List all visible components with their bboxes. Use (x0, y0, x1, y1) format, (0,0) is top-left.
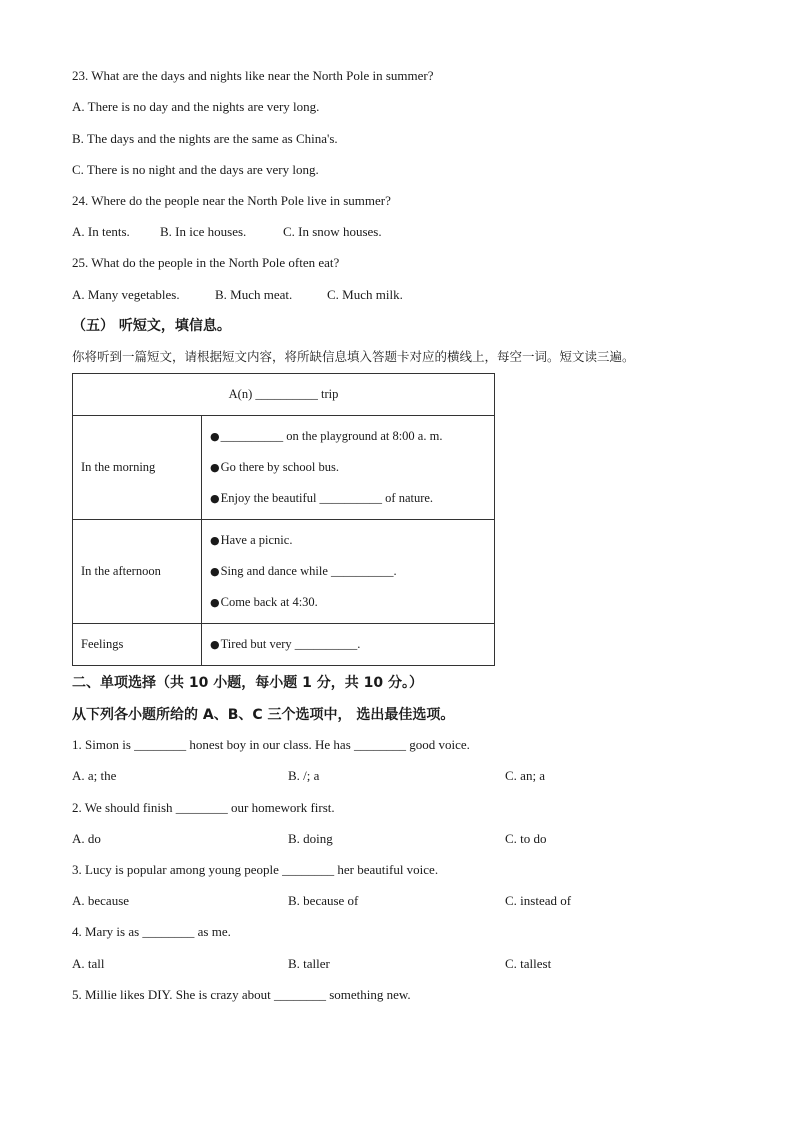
question-4: 4. Mary is as ________ as me. (72, 924, 231, 939)
afternoon-cell (202, 520, 495, 624)
question-1: 1. Simon is ________ honest boy in our class. He has ________ good voice. (72, 737, 470, 752)
morning-item-text: Enjoy the beautiful __________ of nature. (220, 491, 434, 505)
table-row-feelings (73, 624, 495, 666)
table-row-morning (73, 416, 495, 520)
option-24c: C. In snow houses. (283, 224, 382, 239)
bullet-icon: ● (210, 565, 220, 578)
option-25c: C. Much milk. (327, 287, 403, 302)
option-2b: B. doing (288, 831, 333, 846)
feelings-item-text: Tired but very __________. (220, 637, 361, 651)
morning-item-text: Go there by school bus. (220, 460, 339, 474)
afternoon-label: In the afternoon (73, 520, 202, 624)
option-25a: A. Many vegetables. (72, 287, 180, 302)
afternoon-item-1 (210, 525, 486, 556)
options-1 (72, 768, 545, 784)
option-24a: A. In tents. (72, 224, 130, 239)
options-25 (72, 287, 403, 303)
option-4a: A. tall (72, 956, 105, 971)
morning-item-1 (210, 421, 486, 452)
option-23a: A. There is no day and the nights are very long. (72, 99, 320, 114)
bullet-icon: ● (210, 430, 220, 443)
options-3 (72, 893, 571, 909)
option-2a: A. do (72, 831, 101, 846)
morning-item-3 (210, 483, 486, 514)
section-5-title: （五） 听短文，填信息。 (72, 318, 231, 334)
info-table (72, 373, 495, 666)
bullet-icon: ● (210, 638, 220, 651)
options-4 (72, 956, 551, 972)
option-24b: B. In ice houses. (160, 224, 247, 239)
feelings-label: Feelings (73, 624, 202, 666)
afternoon-item-text: Come back at 4:30. (220, 595, 318, 609)
part-2-title: 二、单项选择（共 10 小题，每小题 1 分，共 10 分。） (72, 675, 423, 691)
part-2-instruction: 从下列各小题所给的 A、B、C 三个选项中， 选出最佳选项。 (72, 707, 455, 723)
option-23b: B. The days and the nights are the same as China's. (72, 131, 338, 146)
afternoon-item-text: Sing and dance while __________. (220, 564, 397, 578)
option-4c: C. tallest (505, 956, 552, 971)
bullet-icon: ● (210, 461, 220, 474)
bullet-icon: ● (210, 492, 220, 505)
question-23: 23. What are the days and nights like near the North Pole in summer? (72, 68, 434, 83)
question-5: 5. Millie likes DIY. She is crazy about ________ something new. (72, 987, 411, 1002)
afternoon-item-3 (210, 587, 486, 618)
option-1b: B. /; a (288, 768, 320, 783)
options-24 (72, 224, 382, 240)
option-1a: A. a; the (72, 768, 117, 783)
table-header-row (73, 374, 495, 416)
morning-label: In the morning (73, 416, 202, 520)
section-5-instruction: 你将听到一篇短文，请根据短文内容，将所缺信息填入答题卡对应的横线上，每空一词。短文读三遍。 (72, 349, 635, 364)
option-3a: A. because (72, 893, 130, 908)
option-23c: C. There is no night and the days are very long. (72, 162, 319, 177)
question-24: 24. Where do the people near the North Pole live in summer? (72, 193, 391, 208)
option-2c: C. to do (505, 831, 547, 846)
morning-cell (202, 416, 495, 520)
table-row-afternoon (73, 520, 495, 624)
bullet-icon: ● (210, 534, 220, 547)
morning-item-text: __________ on the playground at 8:00 a. m. (220, 429, 443, 443)
options-2 (72, 831, 547, 847)
afternoon-item-2 (210, 556, 486, 587)
feelings-item-1 (210, 629, 486, 660)
option-3c: C. instead of (505, 893, 572, 908)
question-3: 3. Lucy is popular among young people ________ her beautiful voice. (72, 862, 439, 877)
question-25: 25. What do the people in the North Pole often eat? (72, 255, 340, 270)
morning-item-2 (210, 452, 486, 483)
table-header: A(n) __________ trip (73, 374, 495, 416)
feelings-cell (202, 624, 495, 666)
question-2: 2. We should finish ________ our homework first. (72, 800, 335, 815)
bullet-icon: ● (210, 596, 220, 609)
afternoon-item-text: Have a picnic. (220, 533, 293, 547)
option-25b: B. Much meat. (215, 287, 293, 302)
option-4b: B. taller (288, 956, 330, 971)
option-1c: C. an; a (505, 768, 546, 783)
option-3b: B. because of (288, 893, 359, 908)
